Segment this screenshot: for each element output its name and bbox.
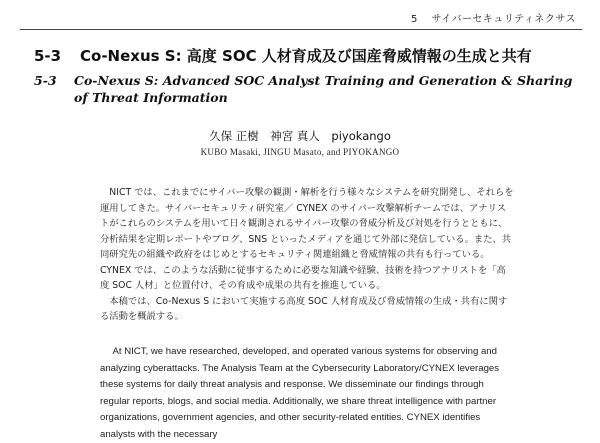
article-title-en xyxy=(34,72,574,106)
article-number-en: 5-3 xyxy=(34,73,57,88)
section-number: 5 xyxy=(410,14,418,25)
header-rule xyxy=(20,29,582,30)
article-title-ja xyxy=(34,45,532,66)
abstract-ja xyxy=(100,185,515,325)
running-header xyxy=(401,10,576,25)
abstract-en xyxy=(100,344,515,443)
abstract-ja-paragraph: NICT では、これまでにサイバー攻撃の観測・解析を行う様々なシステムを研究開発し、それらを運用してきた。サイバーセキュリティ研究室／ CYNEX のサイバー攻撃解析チームでは、アナリストがこれらのシステムを用いて日々観測されるサイバー攻撃の脅威分析及び対処を行うとともに、分析結果を定期レポートやブログ、SNS といったメディアを通じて外部に発信している。また、共同研究先の組織や政府をはじめとするセキュリティ関連組織と脅威情報の共有も行っている。CYNEX では、このような活動に従事するために必要な知識や経験、技術を持つアナリストを「高度 SOC 人材」と位置付け、その育成や成果の共有を推進している。 xyxy=(100,187,514,291)
authors-ja: 久保 正樹 神宮 真人 piyokango xyxy=(209,129,391,143)
abstract-ja-paragraph: 本稿では、Co-Nexus S において実施する高度 SOC 人材育成及び脅威情報の生成・共有に関する活動を概説する。 xyxy=(100,295,508,322)
section-title: サイバーセキュリティネクサス xyxy=(431,14,576,25)
authors-en: KUBO Masaki, JINGU Masato, and PIYOKANGO xyxy=(200,147,400,157)
article-title-en-text: Co-Nexus S: Advanced SOC Analyst Training and Generation & Sharing of Threat Information xyxy=(74,73,573,105)
abstract-en-paragraph: At NICT, we have researched, developed, and operated various systems for observing and analyzing cyberattacks. The Analysis Team at the Cybersecurity Laboratory/CYNEX leverages these systems for daily threat analysis and response. We disseminate our findings through regular reports, blogs, and social media. Additionally, we share threat intelligence with partner organizations, government agencies, and other security-related entities. CYNEX identifies analysts with the necessary xyxy=(100,346,500,440)
article-number: 5-3 xyxy=(34,47,62,65)
article-title-ja-text: Co-Nexus S: 高度 SOC 人材育成及び国産脅威情報の生成と共有 xyxy=(80,47,532,65)
